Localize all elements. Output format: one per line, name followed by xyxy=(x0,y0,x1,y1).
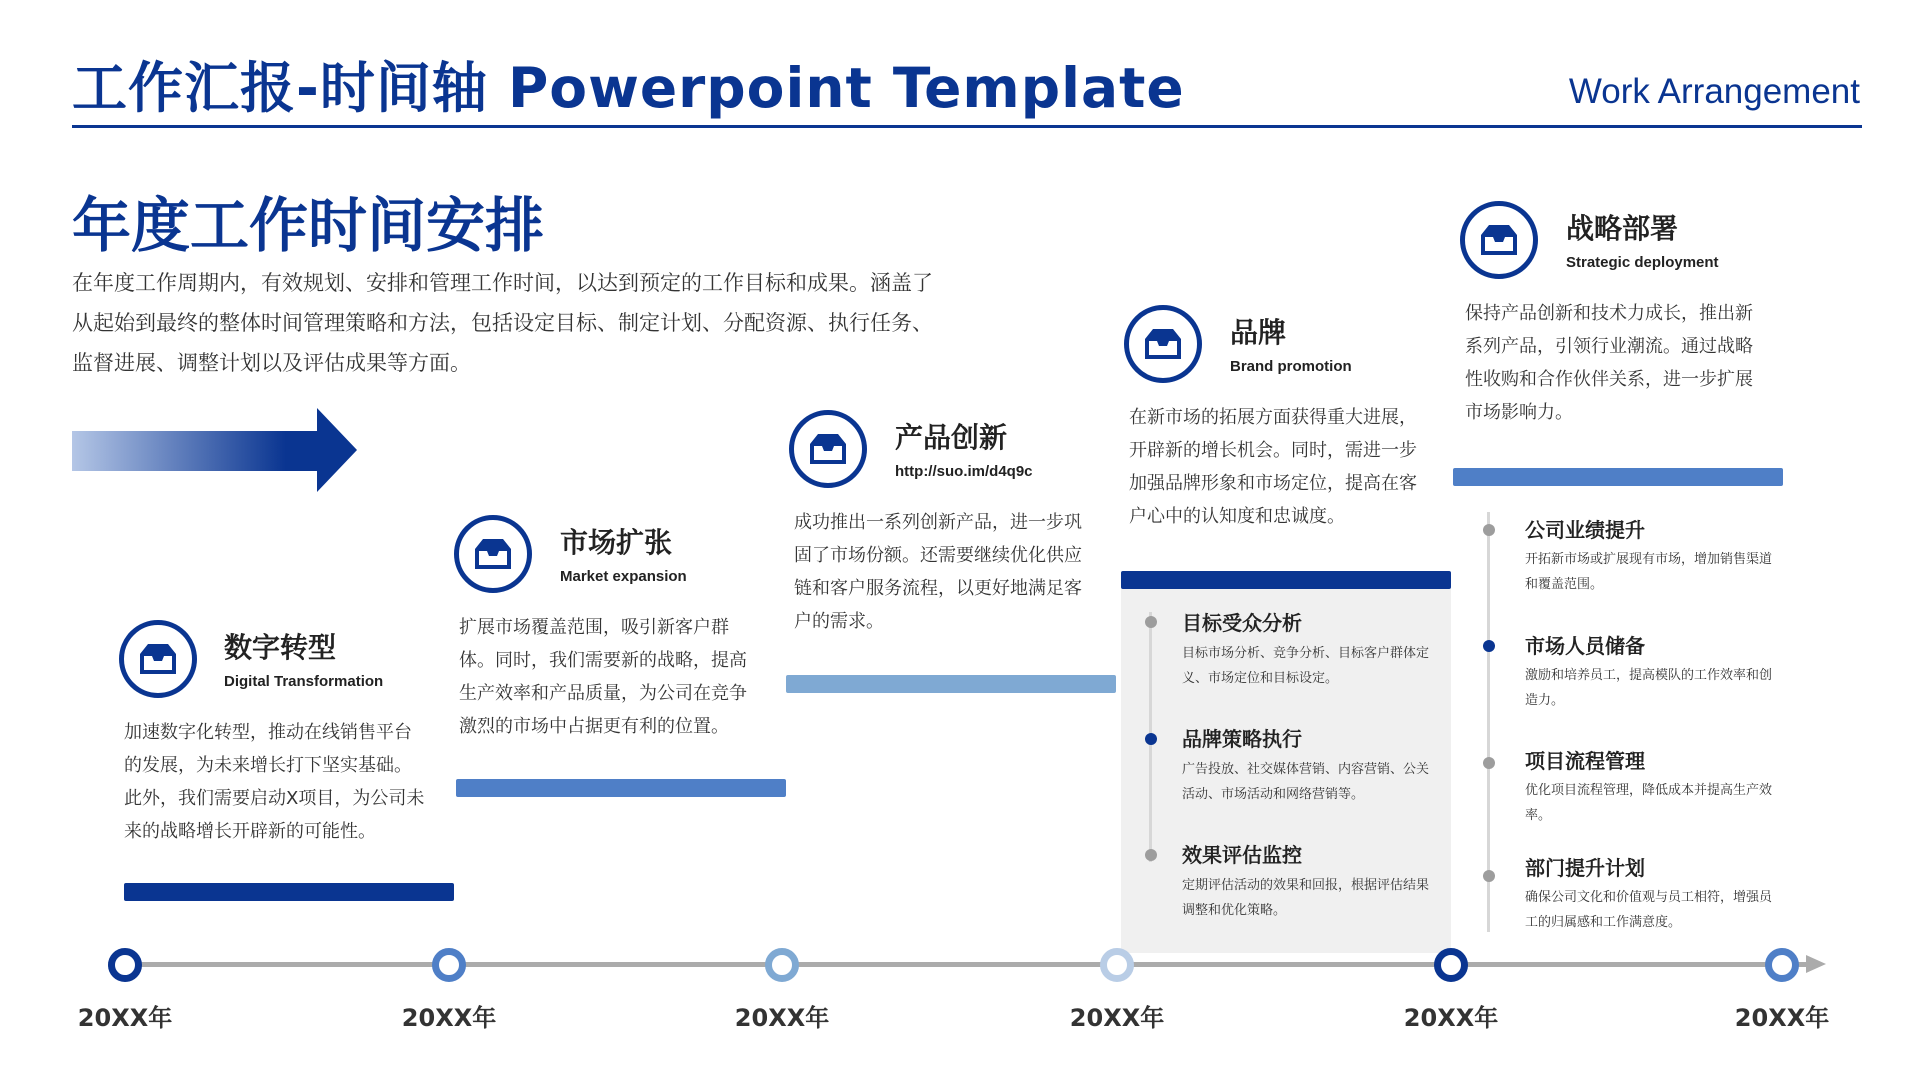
milestone-3-bar xyxy=(786,675,1116,693)
milestone-3-title: 产品创新 xyxy=(895,421,1008,454)
milestone-5-bar xyxy=(1453,468,1783,486)
milestone-5-subtitle: Strategic deployment xyxy=(1566,254,1719,271)
timeline-arrow-icon xyxy=(1806,955,1826,973)
strategy-detail-3-title: 项目流程管理 xyxy=(1525,749,1645,773)
milestone-4-bar xyxy=(1121,571,1451,589)
milestone-3-inbox-icon xyxy=(789,410,867,488)
timeline-node-3 xyxy=(765,948,799,982)
milestone-2-inbox-icon xyxy=(454,515,532,593)
timeline-node-6 xyxy=(1765,948,1799,982)
brand-detail-2-title: 品牌策略执行 xyxy=(1182,727,1302,751)
brand-detail-3-dot xyxy=(1145,849,1157,861)
timeline-year-5: 20XX年 xyxy=(1403,1004,1499,1032)
brand-detail-1-description: 目标市场分析、竞争分析、目标客户群体定义、市场定位和目标设定。 xyxy=(1182,646,1430,686)
strategy-detail-1-description: 开拓新市场或扩展现有市场，增加销售渠道和覆盖范围。 xyxy=(1525,552,1773,592)
milestone-2-title: 市场扩张 xyxy=(560,526,673,559)
timeline-node-1 xyxy=(108,948,142,982)
brand-detail-1-dot xyxy=(1145,616,1157,628)
strategy-detail-3-description: 优化项目流程管理，降低成本并提高生产效率。 xyxy=(1525,783,1773,823)
milestone-5-inbox-icon xyxy=(1460,201,1538,279)
timeline-year-4: 20XX年 xyxy=(1069,1004,1165,1032)
strategy-detail-2-title: 市场人员储备 xyxy=(1525,634,1645,658)
brand-detail-1-title: 目标受众分析 xyxy=(1182,611,1302,635)
milestone-4-title: 品牌 xyxy=(1230,316,1287,349)
milestone-5-description: 保持产品创新和技术力成长，推出新系列产品，引领行业潮流。通过战略性收购和合作伙伴关系，进一步扩展市场影响力。 xyxy=(1465,303,1753,423)
timeline-year-2: 20XX年 xyxy=(401,1004,497,1032)
milestone-5-title: 战略部署 xyxy=(1566,212,1679,245)
strategy-detail-2-dot xyxy=(1483,640,1495,652)
milestone-1-subtitle: Digital Transformation xyxy=(224,673,384,690)
timeline-node-4 xyxy=(1100,948,1134,982)
strategy-details-line xyxy=(1487,512,1490,932)
brand-detail-3-description: 定期评估活动的效果和回报，根据评估结果调整和优化策略。 xyxy=(1182,878,1430,918)
milestone-1-description: 加速数字化转型，推动在线销售平台的发展，为未来增长打下坚实基础。此外，我们需要启动X项目，为公司未来的战略增长开辟新的可能性。 xyxy=(124,722,425,842)
milestone-1-inbox-icon xyxy=(119,620,197,698)
section-title: 年度工作时间安排 xyxy=(72,191,545,260)
brand-detail-3-title: 效果评估监控 xyxy=(1182,843,1302,867)
page-title: 工作汇报-时间轴 Powerpoint Template xyxy=(72,56,1185,120)
timeline-year-6: 20XX年 xyxy=(1734,1004,1830,1032)
milestone-1-bar xyxy=(124,883,454,901)
milestone-2-subtitle: Market expansion xyxy=(560,568,687,585)
brand-detail-2-dot xyxy=(1145,733,1157,745)
strategy-detail-1-title: 公司业绩提升 xyxy=(1525,518,1645,542)
strategy-detail-4-dot xyxy=(1483,870,1495,882)
strategy-detail-2-description: 激励和培养员工，提高模队的工作效率和创造力。 xyxy=(1525,668,1773,708)
section-description: 在年度工作周期内，有效规划、安排和管理工作时间，以达到预定的工作目标和成果。涵盖了从起始到最终的整体时间管理策略和方法，包括设定目标、制定计划、分配资源、执行任务、监督进展、调整计划以及评估成果等方面。 xyxy=(72,271,933,375)
milestone-1-title: 数字转型 xyxy=(224,631,337,664)
gradient-arrow-icon xyxy=(72,408,357,492)
timeline-year-1: 20XX年 xyxy=(77,1004,173,1032)
strategy-detail-4-title: 部门提升计划 xyxy=(1525,856,1645,880)
milestone-2-description: 扩展市场覆盖范围，吸引新客户群体。同时，我们需要新的战略，提高生产效率和产品质量，为公司在竞争激烈的市场中占据更有利的位置。 xyxy=(459,617,747,737)
milestone-3-description: 成功推出一系列创新产品，进一步巩固了市场份额。还需要继续优化供应链和客户服务流程，以更好地满足客户的需求。 xyxy=(794,512,1082,632)
header-divider xyxy=(72,125,1862,128)
timeline-axis xyxy=(108,962,1808,967)
strategy-detail-3-dot xyxy=(1483,757,1495,769)
milestone-4-inbox-icon xyxy=(1124,305,1202,383)
strategy-detail-1-dot xyxy=(1483,524,1495,536)
header-subtitle: Work Arrangement xyxy=(1568,72,1860,111)
timeline-node-5 xyxy=(1434,948,1468,982)
strategy-detail-4-description: 确保公司文化和价值观与员工相符，增强员工的归属感和工作满意度。 xyxy=(1525,890,1773,930)
milestone-3-link[interactable]: http://suo.im/d4q9c xyxy=(895,463,1033,480)
milestone-4-description: 在新市场的拓展方面获得重大进展，开辟新的增长机会。同时，需进一步加强品牌形象和市场定位，提高在客户心中的认知度和忠诚度。 xyxy=(1129,407,1417,527)
timeline-node-2 xyxy=(432,948,466,982)
milestone-4-subtitle: Brand promotion xyxy=(1230,358,1352,375)
timeline-year-3: 20XX年 xyxy=(734,1004,830,1032)
brand-detail-2-description: 广告投放、社交媒体营销、内容营销、公关活动、市场活动和网络营销等。 xyxy=(1182,762,1430,802)
milestone-2-bar xyxy=(456,779,786,797)
